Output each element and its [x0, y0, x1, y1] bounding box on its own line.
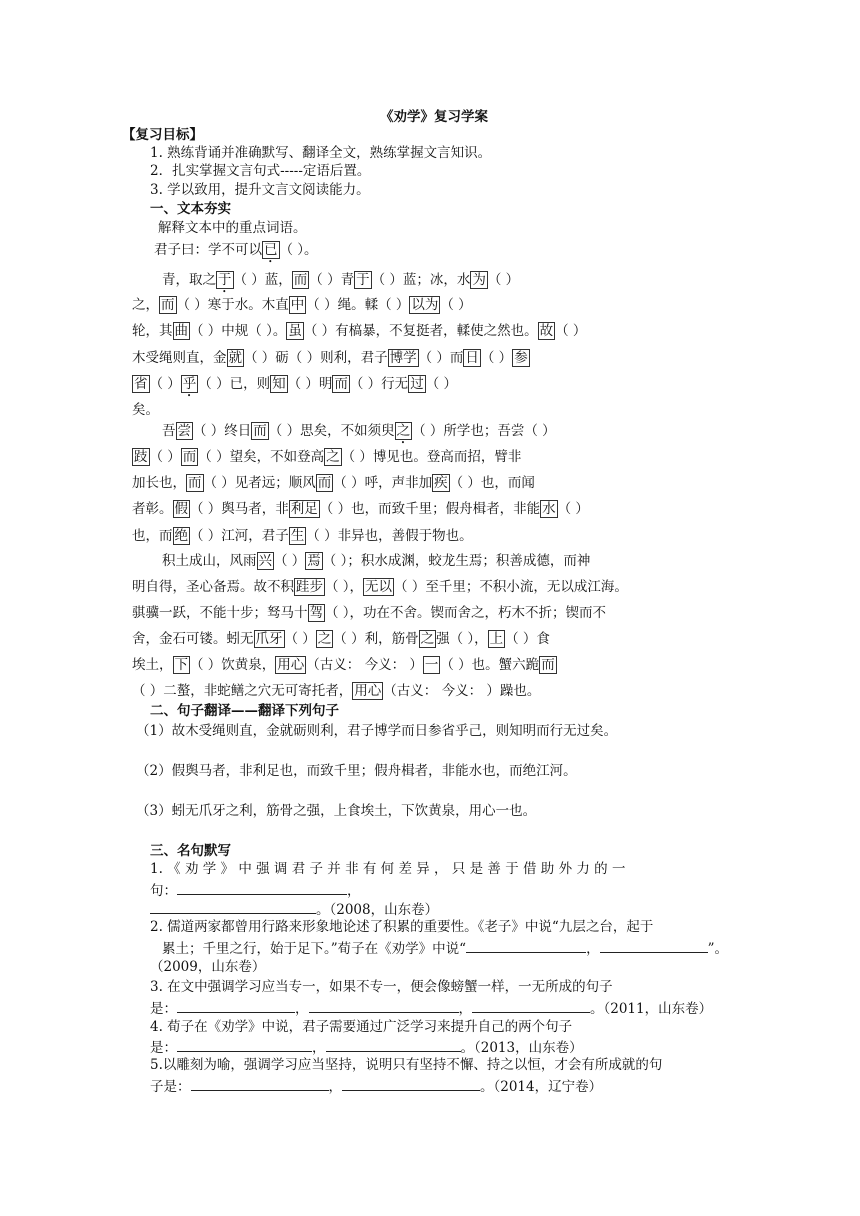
passage-text: （ ）呼，声非加 [333, 475, 433, 491]
keyword-box: 兴 [258, 553, 272, 569]
passage-text: 骐骥一跃，不能十步；驽马十 [132, 605, 308, 621]
passage-text: （ ）有槁暴，不复挺者，輮使之然也。 [303, 323, 538, 339]
keyword-box: 日 [465, 350, 479, 366]
keyword-box: 一 [424, 657, 439, 673]
passage-line [132, 682, 540, 700]
keyword-box: 跬步 [296, 579, 323, 595]
passage-text: （ ）明 [287, 376, 333, 392]
section1-intro: 解释文本中的重点词语。 [158, 220, 307, 236]
keyword-box: 疾 [434, 475, 448, 491]
keyword-box: 用心 [277, 657, 305, 673]
passage-text: （ ） [487, 272, 520, 288]
passage-line [132, 349, 530, 367]
keyword-box: 乎 [182, 376, 197, 392]
passage-text: 君子曰：学不可以 [154, 242, 262, 258]
passage-text: （ ）舆马者，非 [190, 501, 289, 517]
passage-text: 也，而 [132, 528, 173, 544]
goal-item: 1. 熟练背诵并准确默写、翻译全文，熟练掌握文言知识。 [150, 145, 492, 161]
keyword-box: 曲 [174, 323, 188, 339]
passage-line [132, 527, 473, 545]
passage-text: （ ）终日 [193, 423, 252, 439]
keyword-box: 而 [182, 449, 197, 465]
passage-text: （古义： 今义： ） [306, 657, 423, 673]
translation-item: （1）故木受绳则直，金就砺则利，君子博学而日参省乎己，则知明而行无过矣。 [136, 723, 618, 739]
passage-text: 积土成山，风雨 [162, 553, 257, 569]
keyword-box: 为 [472, 272, 486, 288]
keyword-box: 省 [134, 376, 148, 392]
keyword-box: 过 [410, 376, 424, 392]
passage-text: （ ）见者远；顺风 [203, 475, 316, 491]
keyword-box: 而 [188, 475, 202, 491]
passage-text: （ ）绳。輮（ ） [306, 297, 410, 313]
keyword-box: 已 [264, 242, 278, 258]
passage-line [132, 500, 589, 518]
passage-line [132, 322, 586, 340]
passage-text: （ ）。 [279, 242, 318, 258]
passage-text: （ ）行无 [349, 376, 409, 392]
passage-text: （ ） [284, 631, 316, 647]
passage-text: （ ） [274, 553, 306, 569]
passage-line [132, 604, 606, 622]
passage-text: （ ） [557, 501, 589, 517]
passage-text: （ ）二螯，非蛇鳝之穴无可寄托者， [132, 683, 353, 699]
keyword-box: 中 [290, 297, 305, 313]
passage-text: 强（ ）， [436, 631, 488, 647]
passage-text: 明自得，圣心备焉。故不积 [132, 579, 294, 595]
passage-line [132, 578, 628, 596]
passage-line [132, 474, 535, 492]
passage-text: （ ）也，而致千里；假舟楫者，非能 [319, 501, 541, 517]
keyword-box: 生 [290, 528, 305, 544]
passage-text: 吾 [162, 423, 176, 439]
passage-text: （ ），功在不舍。锲而舍之，朽木不折；锲而不 [325, 605, 607, 621]
passage-text: （ ） [480, 350, 513, 366]
passage-text: （ ）而 [418, 350, 464, 366]
keyword-box: 上 [489, 631, 504, 647]
passage-text: （ ）寒于水。木直 [176, 297, 289, 313]
passage-text: 青，取之 [162, 272, 216, 288]
passage-text: （ ）饮黄泉， [190, 657, 276, 673]
passage-line [132, 630, 550, 648]
passage-text: （ ）蓝， [233, 272, 292, 288]
keyword-box: 故 [539, 323, 554, 339]
keyword-box: 而 [317, 475, 332, 491]
passage-text: （ ）也，而闻 [449, 475, 535, 491]
passage-text: （ ）；积水成渊，蛟龙生焉；积善成德，而神 [322, 553, 591, 569]
passage-text: （ ）所学也；吾尝（ ） [412, 423, 556, 439]
keyword-box: 而 [541, 657, 555, 673]
section1-heading: 一、文本夯实 [150, 201, 231, 217]
goal-item: 2．扎实掌握文言句式-----定语后置。 [150, 163, 371, 179]
passage-text: （ ）砺（ ）则利，君子 [244, 350, 388, 366]
passage-text: （ ）至千里；不积小流，无以成江海。 [394, 579, 628, 595]
passage-text: 之， [132, 297, 159, 313]
page-title: 《劝学》复习学案 [380, 109, 488, 125]
passage-text: 埃土， [132, 657, 173, 673]
passage-line [154, 241, 318, 266]
keyword-box: 之 [420, 631, 435, 647]
passage-text: （ ）望矣，不如登高 [198, 449, 325, 465]
keyword-box: 利足 [290, 501, 318, 517]
passage-text: （ ）利，筋骨 [333, 631, 419, 647]
goal-item: 3. 学以致用，提升文言文阅读能力。 [150, 182, 370, 198]
passage-text: （ ）中规（ ）。 [190, 323, 287, 339]
keyword-box: 于 [356, 272, 370, 288]
keyword-box: 用心 [354, 683, 382, 699]
passage-text: （ ） [149, 449, 181, 465]
keyword-box: 跂 [134, 449, 148, 465]
passage-text: （ ）蓝；冰，水 [371, 272, 471, 288]
keyword-box: 水 [542, 501, 556, 517]
passage-line [132, 296, 472, 314]
keyword-box: 知 [272, 376, 286, 392]
keyword-box: 尝 [177, 423, 191, 439]
passage-text: （ ） [425, 376, 457, 392]
passage-line [132, 448, 521, 466]
passage-text: （ ） [149, 376, 181, 392]
passage-text: （ ） [555, 323, 587, 339]
passage-text: （ ）食 [505, 631, 550, 647]
passage-text: 者彰。 [132, 501, 173, 517]
passage-text: （ ） [440, 297, 472, 313]
keyword-box: 就 [228, 350, 242, 366]
passage-text: （ ）思矣，不如须臾 [268, 423, 395, 439]
passage-text: （ ）， [325, 579, 364, 595]
section3-heading: 三、名句默写 [150, 843, 231, 859]
passage-text: （ ）青 [309, 272, 355, 288]
keyword-box: 而 [293, 272, 308, 288]
keyword-box: 而 [334, 376, 348, 392]
passage-text: 矣。 [132, 402, 159, 418]
passage-text: （ ）已，则 [198, 376, 271, 392]
keyword-box: 虽 [288, 323, 302, 339]
keyword-box: 参 [514, 350, 528, 366]
passage-line [132, 401, 159, 419]
passage-text: 木受绳则直，金 [132, 350, 227, 366]
keyword-box: 之 [317, 631, 332, 647]
goals-heading: 【复习目标】 [122, 127, 203, 143]
passage-text: （ ）非异也，善假于物也。 [306, 528, 473, 544]
keyword-box: 绝 [174, 528, 188, 544]
passage-line [162, 552, 590, 570]
keyword-box: 而 [253, 423, 267, 439]
keyword-box: 驾 [309, 605, 323, 621]
passage-line [132, 375, 457, 400]
passage-text: （古义： 今义： ）躁也。 [383, 683, 541, 699]
keyword-box: 假 [174, 501, 188, 517]
section2-heading: 二、句子翻译——翻译下列句子 [150, 703, 339, 719]
passage-text: 舍，金石可镂。蚓无 [132, 631, 254, 647]
keyword-box: 于 [218, 272, 232, 288]
keyword-box: 焉 [307, 553, 321, 569]
keyword-box: 之 [326, 449, 340, 465]
passage-text: （ ）江河，君子 [190, 528, 289, 544]
translation-item: （3）蚓无爪牙之利，筋骨之强，上食埃土，下饮黄泉，用心一也。 [136, 803, 537, 819]
passage-text: 加长也， [132, 475, 186, 491]
passage-text: （ ）也。蟹六跪 [440, 657, 540, 673]
keyword-box: 爪牙 [255, 631, 283, 647]
translation-item: （2）假舆马者，非利足也，而致千里；假舟楫者，非能水也，而绝江河。 [136, 763, 577, 779]
passage-line [132, 656, 557, 674]
keyword-box: 无以 [365, 579, 393, 595]
passage-line [162, 422, 556, 447]
keyword-box: 以为 [411, 297, 439, 313]
passage-text: （ ）博见也。登高而招，臂非 [341, 449, 522, 465]
keyword-box: 下 [174, 657, 188, 673]
passage-text: 轮，其 [132, 323, 173, 339]
keyword-box: 博学 [389, 350, 417, 366]
passage-line [162, 271, 519, 296]
keyword-box: 之 [396, 423, 411, 439]
keyword-box: 而 [161, 297, 175, 313]
